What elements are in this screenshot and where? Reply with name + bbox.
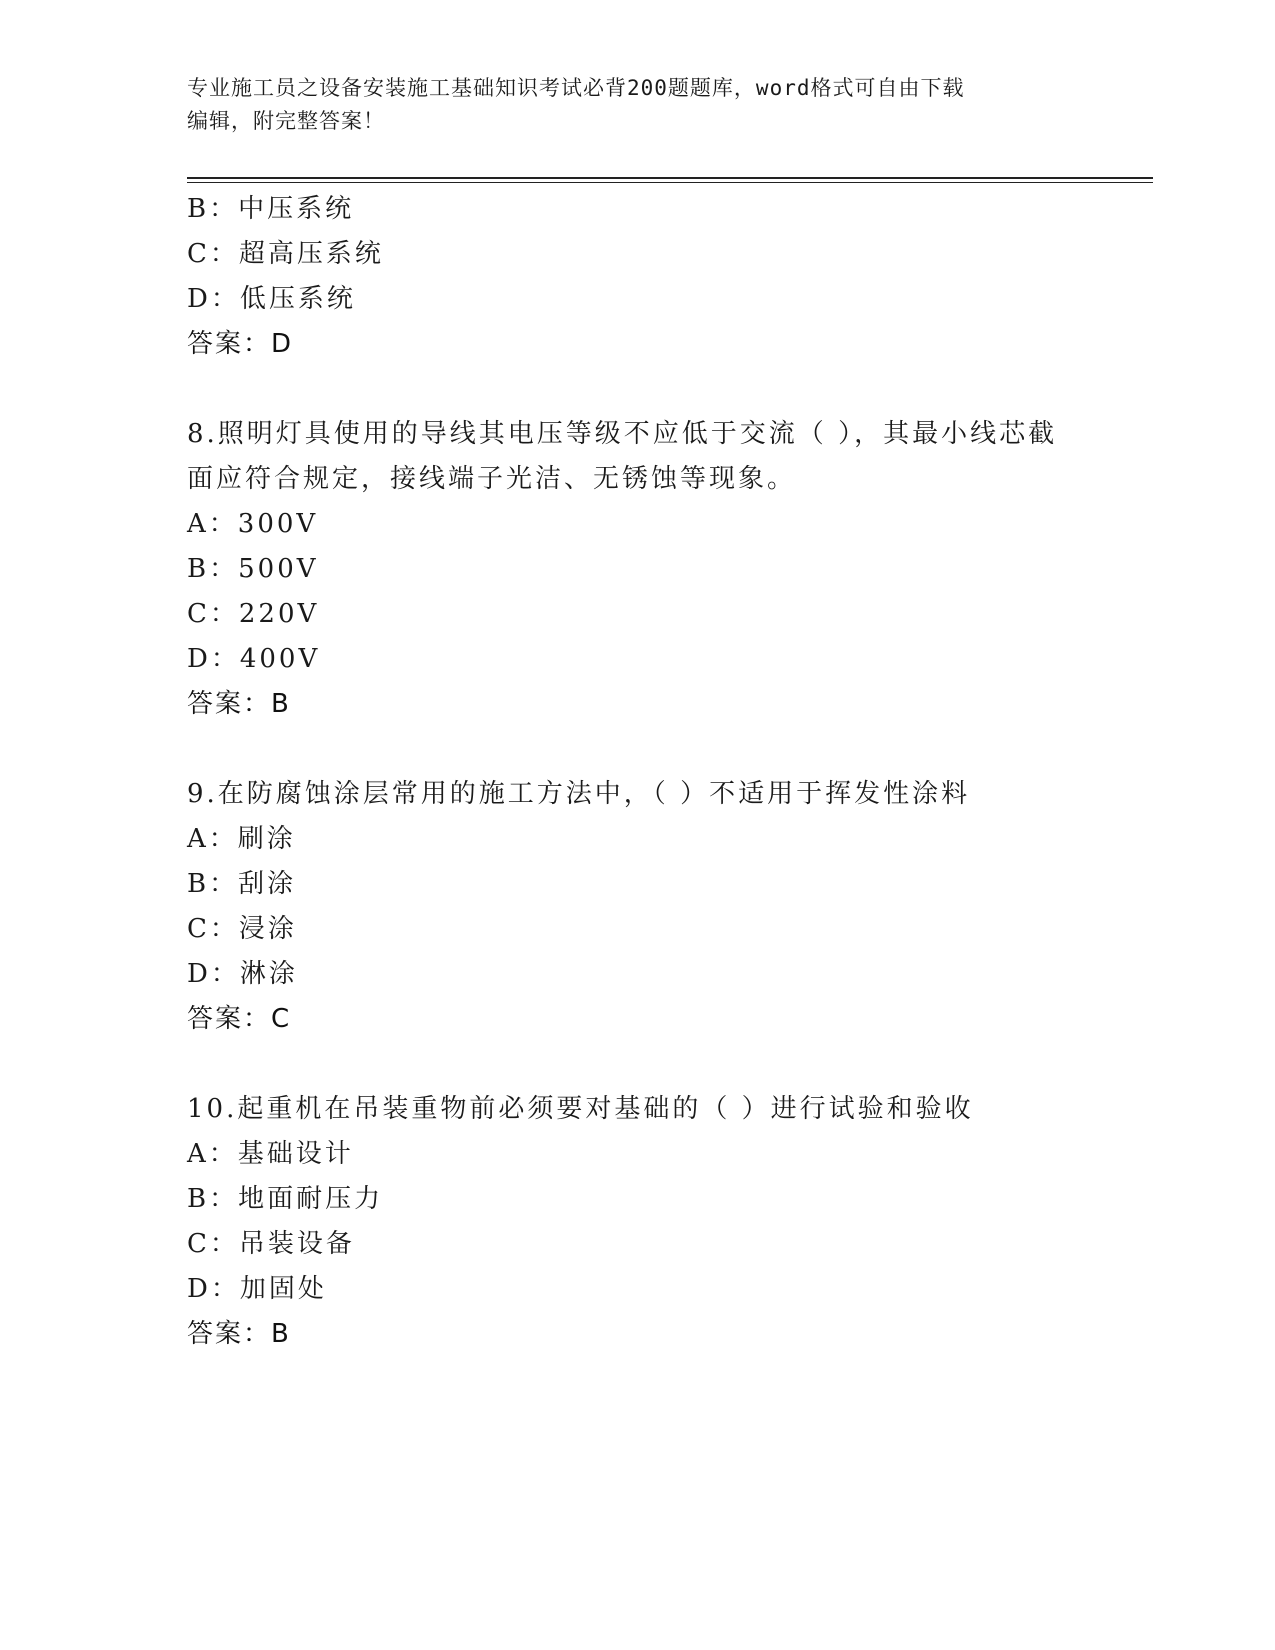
question-10 [187, 1087, 1087, 1357]
question-text-line-1: 9.在防腐蚀涂层常用的施工方法中，（ ）不适用于挥发性涂料 [187, 779, 971, 809]
option-d: D：加固处 [187, 1274, 327, 1304]
header-line-2: 编辑，附完整答案！ [187, 109, 385, 133]
question-8 [187, 412, 1087, 727]
answer-line: 答案：C [187, 1004, 292, 1034]
header-divider-thick [187, 177, 1153, 179]
question-list [187, 187, 1087, 1357]
option-c: C：吊装设备 [187, 1229, 355, 1259]
spacer [187, 727, 1087, 772]
header-divider-thin [187, 182, 1153, 183]
answer-line: 答案：B [187, 689, 291, 719]
option-c: C：超高压系统 [187, 239, 384, 269]
question-text-line-1: 10.起重机在吊装重物前必须要对基础的（ ）进行试验和验收 [187, 1094, 974, 1124]
option-b: B：地面耐压力 [187, 1184, 384, 1214]
option-b: B：500V [187, 554, 319, 584]
option-a: A：基础设计 [187, 1139, 354, 1169]
header-line-1: 专业施工员之设备安装施工基础知识考试必背200题题库，word格式可自由下载 [187, 76, 965, 100]
question-text-line-1: 8.照明灯具使用的导线其电压等级不应低于交流（ ），其最小线芯截 [187, 419, 1058, 449]
spacer [187, 367, 1087, 412]
option-d: D：低压系统 [187, 284, 356, 314]
document-header [187, 72, 1067, 138]
option-c: C：浸涂 [187, 914, 297, 944]
answer-line: 答案：D [187, 329, 294, 359]
option-d: D：400V [187, 644, 321, 674]
option-d: D：淋涂 [187, 959, 298, 989]
question-7-continued [187, 187, 1087, 367]
question-9 [187, 772, 1087, 1042]
option-a: A：刷涂 [187, 824, 296, 854]
spacer [187, 1042, 1087, 1087]
option-b: B：刮涂 [187, 869, 297, 899]
question-text-line-2: 面应符合规定，接线端子光洁、无锈蚀等现象。 [187, 464, 797, 494]
option-b: B：中压系统 [187, 194, 355, 224]
option-a: A：300V [187, 509, 319, 539]
answer-line: 答案：B [187, 1319, 291, 1349]
option-c: C：220V [187, 599, 320, 629]
